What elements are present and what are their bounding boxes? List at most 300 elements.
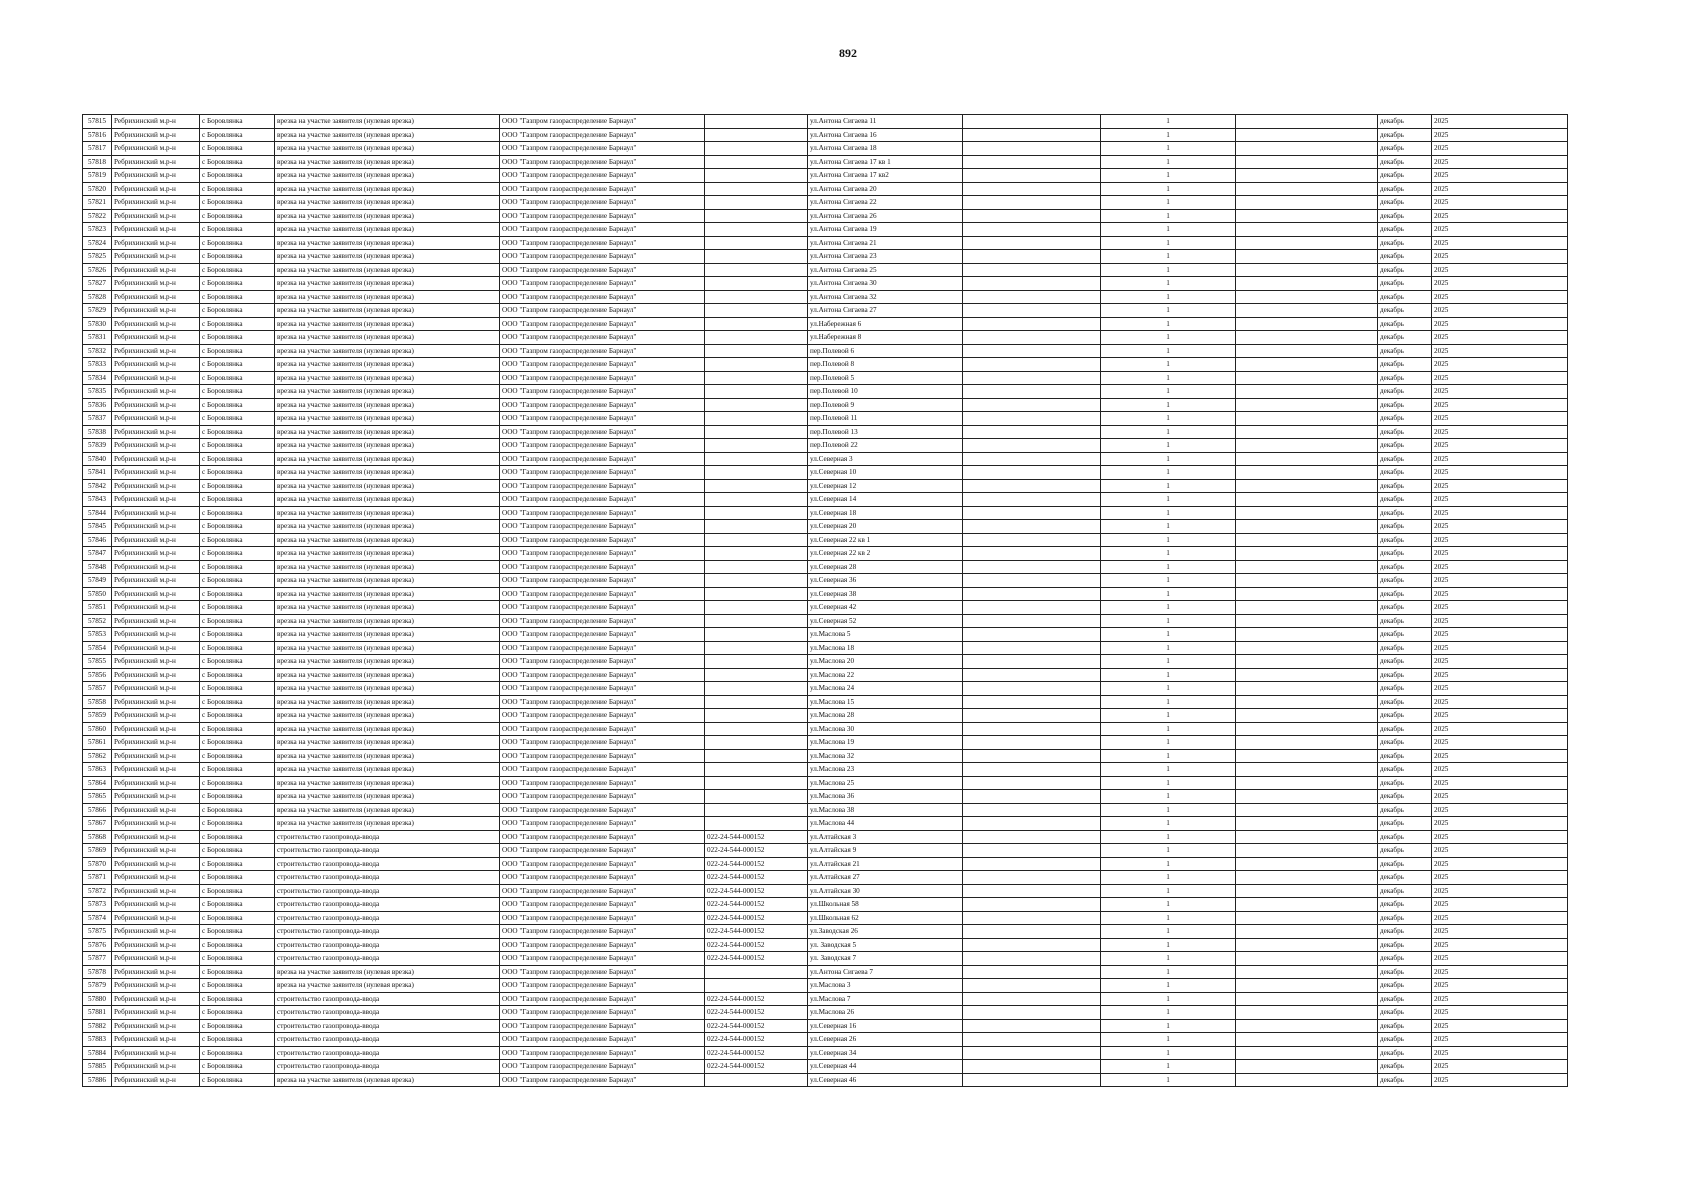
cell-operator: ООО "Газпром газораспределение Барнаул": [500, 223, 705, 237]
cell-operator: ООО "Газпром газораспределение Барнаул": [500, 425, 705, 439]
cell-num: 57868: [83, 830, 112, 844]
cell-permit: [705, 722, 808, 736]
cell-blank2: [1236, 655, 1378, 669]
cell-district: Ребрихинский м.р-н: [112, 1046, 200, 1060]
cell-quantity: 1: [1101, 385, 1236, 399]
cell-address: ул.Антона Сигаева 20: [808, 182, 963, 196]
cell-num: 57886: [83, 1073, 112, 1087]
registry-body: [83, 115, 1568, 1087]
cell-quantity: 1: [1101, 452, 1236, 466]
cell-address: пер.Полевой 6: [808, 344, 963, 358]
page-number: 892: [839, 46, 857, 60]
cell-blank1: [963, 965, 1101, 979]
cell-blank1: [963, 236, 1101, 250]
table-row: [83, 533, 1568, 547]
cell-locality: с Боровлянка: [200, 196, 275, 210]
cell-work-type: врезка на участке заявителя (нулевая врезка): [275, 115, 500, 129]
cell-blank2: [1236, 533, 1378, 547]
cell-district: Ребрихинский м.р-н: [112, 452, 200, 466]
table-row: [83, 1046, 1568, 1060]
cell-district: Ребрихинский м.р-н: [112, 857, 200, 871]
cell-year: 2025: [1432, 668, 1568, 682]
cell-quantity: 1: [1101, 790, 1236, 804]
cell-blank2: [1236, 884, 1378, 898]
cell-num: 57837: [83, 412, 112, 426]
cell-permit: [705, 317, 808, 331]
cell-permit: [705, 560, 808, 574]
cell-num: 57817: [83, 142, 112, 156]
cell-permit: [705, 182, 808, 196]
cell-year: 2025: [1432, 358, 1568, 372]
cell-locality: с Боровлянка: [200, 250, 275, 264]
cell-month: декабрь: [1378, 520, 1432, 534]
cell-operator: ООО "Газпром газораспределение Барнаул": [500, 776, 705, 790]
cell-locality: с Боровлянка: [200, 452, 275, 466]
cell-num: 57821: [83, 196, 112, 210]
cell-blank1: [963, 209, 1101, 223]
cell-month: декабрь: [1378, 722, 1432, 736]
table-row: [83, 250, 1568, 264]
cell-locality: с Боровлянка: [200, 1046, 275, 1060]
cell-num: 57847: [83, 547, 112, 561]
table-row: [83, 182, 1568, 196]
cell-address: ул.Школьная 62: [808, 911, 963, 925]
cell-district: Ребрихинский м.р-н: [112, 574, 200, 588]
cell-work-type: врезка на участке заявителя (нулевая врезка): [275, 412, 500, 426]
cell-blank1: [963, 992, 1101, 1006]
cell-num: 57856: [83, 668, 112, 682]
cell-permit: [705, 385, 808, 399]
cell-blank2: [1236, 304, 1378, 318]
cell-locality: с Боровлянка: [200, 439, 275, 453]
cell-quantity: 1: [1101, 479, 1236, 493]
cell-work-type: врезка на участке заявителя (нулевая врезка): [275, 817, 500, 831]
cell-month: декабрь: [1378, 992, 1432, 1006]
cell-quantity: 1: [1101, 398, 1236, 412]
cell-work-type: врезка на участке заявителя (нулевая врезка): [275, 182, 500, 196]
cell-blank1: [963, 344, 1101, 358]
cell-locality: с Боровлянка: [200, 749, 275, 763]
cell-num: 57883: [83, 1033, 112, 1047]
cell-district: Ребрихинский м.р-н: [112, 250, 200, 264]
cell-num: 57871: [83, 871, 112, 885]
cell-blank1: [963, 749, 1101, 763]
cell-work-type: врезка на участке заявителя (нулевая врезка): [275, 493, 500, 507]
cell-num: 57839: [83, 439, 112, 453]
cell-work-type: врезка на участке заявителя (нулевая врезка): [275, 169, 500, 183]
table-row: [83, 452, 1568, 466]
cell-month: декабрь: [1378, 479, 1432, 493]
cell-num: 57861: [83, 736, 112, 750]
cell-year: 2025: [1432, 628, 1568, 642]
cell-work-type: врезка на участке заявителя (нулевая врезка): [275, 277, 500, 291]
cell-year: 2025: [1432, 412, 1568, 426]
cell-month: декабрь: [1378, 452, 1432, 466]
cell-district: Ребрихинский м.р-н: [112, 439, 200, 453]
cell-blank2: [1236, 587, 1378, 601]
cell-district: Ребрихинский м.р-н: [112, 317, 200, 331]
cell-num: 57849: [83, 574, 112, 588]
cell-blank2: [1236, 182, 1378, 196]
cell-quantity: 1: [1101, 520, 1236, 534]
cell-num: 57878: [83, 965, 112, 979]
cell-locality: с Боровлянка: [200, 209, 275, 223]
cell-blank2: [1236, 506, 1378, 520]
cell-address: ул.Маслова 25: [808, 776, 963, 790]
cell-district: Ребрихинский м.р-н: [112, 425, 200, 439]
cell-address: ул.Северная 22 кв 1: [808, 533, 963, 547]
cell-work-type: врезка на участке заявителя (нулевая врезка): [275, 776, 500, 790]
table-row: [83, 560, 1568, 574]
cell-blank1: [963, 385, 1101, 399]
cell-district: Ребрихинский м.р-н: [112, 992, 200, 1006]
cell-permit: [705, 709, 808, 723]
cell-num: 57836: [83, 398, 112, 412]
cell-district: Ребрихинский м.р-н: [112, 709, 200, 723]
cell-quantity: 1: [1101, 466, 1236, 480]
cell-quantity: 1: [1101, 142, 1236, 156]
cell-operator: ООО "Газпром газораспределение Барнаул": [500, 236, 705, 250]
cell-blank2: [1236, 790, 1378, 804]
cell-num: 57833: [83, 358, 112, 372]
cell-year: 2025: [1432, 439, 1568, 453]
cell-district: Ребрихинский м.р-н: [112, 668, 200, 682]
table-row: [83, 695, 1568, 709]
cell-quantity: 1: [1101, 614, 1236, 628]
cell-year: 2025: [1432, 1006, 1568, 1020]
cell-month: декабрь: [1378, 763, 1432, 777]
cell-operator: ООО "Газпром газораспределение Барнаул": [500, 371, 705, 385]
cell-quantity: 1: [1101, 236, 1236, 250]
registry-table: [82, 114, 1568, 1087]
cell-blank1: [963, 506, 1101, 520]
cell-operator: ООО "Газпром газораспределение Барнаул": [500, 952, 705, 966]
cell-permit: [705, 263, 808, 277]
cell-blank2: [1236, 938, 1378, 952]
cell-quantity: 1: [1101, 371, 1236, 385]
cell-district: Ребрихинский м.р-н: [112, 1019, 200, 1033]
table-row: [83, 290, 1568, 304]
cell-month: декабрь: [1378, 803, 1432, 817]
cell-locality: с Боровлянка: [200, 412, 275, 426]
cell-blank2: [1236, 898, 1378, 912]
cell-num: 57862: [83, 749, 112, 763]
table-row: [83, 304, 1568, 318]
cell-blank1: [963, 479, 1101, 493]
cell-blank2: [1236, 763, 1378, 777]
cell-month: декабрь: [1378, 398, 1432, 412]
cell-address: ул.Северная 42: [808, 601, 963, 615]
cell-month: декабрь: [1378, 209, 1432, 223]
cell-quantity: 1: [1101, 263, 1236, 277]
cell-year: 2025: [1432, 763, 1568, 777]
cell-blank1: [963, 250, 1101, 264]
cell-permit: [705, 776, 808, 790]
cell-blank2: [1236, 803, 1378, 817]
table-row: [83, 682, 1568, 696]
table-row: [83, 722, 1568, 736]
cell-num: 57855: [83, 655, 112, 669]
cell-year: 2025: [1432, 209, 1568, 223]
cell-num: 57870: [83, 857, 112, 871]
cell-operator: ООО "Газпром газораспределение Барнаул": [500, 925, 705, 939]
cell-address: ул.Маслова 5: [808, 628, 963, 642]
cell-locality: с Боровлянка: [200, 938, 275, 952]
cell-quantity: 1: [1101, 979, 1236, 993]
cell-district: Ребрихинский м.р-н: [112, 695, 200, 709]
table-row: [83, 128, 1568, 142]
cell-blank2: [1236, 1006, 1378, 1020]
cell-work-type: врезка на участке заявителя (нулевая врезка): [275, 250, 500, 264]
cell-district: Ребрихинский м.р-н: [112, 398, 200, 412]
cell-permit: [705, 817, 808, 831]
cell-month: декабрь: [1378, 547, 1432, 561]
cell-blank1: [963, 358, 1101, 372]
cell-blank1: [963, 830, 1101, 844]
cell-district: Ребрихинский м.р-н: [112, 979, 200, 993]
cell-year: 2025: [1432, 1033, 1568, 1047]
cell-permit: 022-24-544-000152: [705, 1019, 808, 1033]
cell-permit: [705, 574, 808, 588]
cell-month: декабрь: [1378, 1019, 1432, 1033]
cell-blank1: [963, 1033, 1101, 1047]
cell-quantity: 1: [1101, 574, 1236, 588]
cell-year: 2025: [1432, 1060, 1568, 1074]
table-row: [83, 925, 1568, 939]
cell-year: 2025: [1432, 695, 1568, 709]
cell-month: декабрь: [1378, 925, 1432, 939]
cell-permit: 022-24-544-000152: [705, 938, 808, 952]
cell-locality: с Боровлянка: [200, 830, 275, 844]
cell-blank2: [1236, 682, 1378, 696]
cell-work-type: врезка на участке заявителя (нулевая врезка): [275, 803, 500, 817]
cell-permit: 022-24-544-000152: [705, 1006, 808, 1020]
cell-blank2: [1236, 857, 1378, 871]
cell-blank2: [1236, 871, 1378, 885]
cell-address: ул.Антона Сигаева 30: [808, 277, 963, 291]
cell-district: Ребрихинский м.р-н: [112, 223, 200, 237]
cell-work-type: строительство газопровода-ввода: [275, 857, 500, 871]
cell-blank2: [1236, 817, 1378, 831]
cell-blank2: [1236, 385, 1378, 399]
cell-address: пер.Полевой 9: [808, 398, 963, 412]
cell-num: 57826: [83, 263, 112, 277]
cell-operator: ООО "Газпром газораспределение Барнаул": [500, 898, 705, 912]
cell-locality: с Боровлянка: [200, 358, 275, 372]
table-row: [83, 817, 1568, 831]
cell-blank2: [1236, 209, 1378, 223]
cell-quantity: 1: [1101, 560, 1236, 574]
table-row: [83, 641, 1568, 655]
cell-district: Ребрихинский м.р-н: [112, 601, 200, 615]
cell-year: 2025: [1432, 128, 1568, 142]
cell-year: 2025: [1432, 844, 1568, 858]
cell-month: декабрь: [1378, 911, 1432, 925]
cell-blank1: [963, 304, 1101, 318]
cell-address: пер.Полевой 8: [808, 358, 963, 372]
cell-year: 2025: [1432, 304, 1568, 318]
cell-quantity: 1: [1101, 911, 1236, 925]
cell-operator: ООО "Газпром газораспределение Барнаул": [500, 655, 705, 669]
cell-work-type: врезка на участке заявителя (нулевая врезка): [275, 209, 500, 223]
cell-month: декабрь: [1378, 385, 1432, 399]
cell-year: 2025: [1432, 533, 1568, 547]
cell-blank1: [963, 371, 1101, 385]
cell-month: декабрь: [1378, 871, 1432, 885]
cell-work-type: строительство газопровода-ввода: [275, 844, 500, 858]
cell-operator: ООО "Газпром газораспределение Барнаул": [500, 560, 705, 574]
cell-year: 2025: [1432, 1046, 1568, 1060]
cell-blank1: [963, 466, 1101, 480]
cell-permit: 022-24-544-000152: [705, 884, 808, 898]
cell-num: 57824: [83, 236, 112, 250]
cell-year: 2025: [1432, 587, 1568, 601]
cell-num: 57864: [83, 776, 112, 790]
cell-work-type: строительство газопровода-ввода: [275, 884, 500, 898]
cell-operator: ООО "Газпром газораспределение Барнаул": [500, 479, 705, 493]
cell-operator: ООО "Газпром газораспределение Барнаул": [500, 1073, 705, 1087]
cell-blank2: [1236, 425, 1378, 439]
cell-address: ул.Антона Сигаева 26: [808, 209, 963, 223]
cell-district: Ребрихинский м.р-н: [112, 817, 200, 831]
cell-quantity: 1: [1101, 317, 1236, 331]
cell-district: Ребрихинский м.р-н: [112, 263, 200, 277]
cell-work-type: врезка на участке заявителя (нулевая врезка): [275, 749, 500, 763]
cell-permit: 022-24-544-000152: [705, 857, 808, 871]
table-row: [83, 115, 1568, 129]
table-row: [83, 574, 1568, 588]
cell-address: ул.Алтайская 9: [808, 844, 963, 858]
cell-num: 57854: [83, 641, 112, 655]
cell-operator: ООО "Газпром газораспределение Барнаул": [500, 803, 705, 817]
cell-locality: с Боровлянка: [200, 614, 275, 628]
cell-operator: ООО "Газпром газораспределение Барнаул": [500, 749, 705, 763]
cell-month: декабрь: [1378, 1033, 1432, 1047]
cell-permit: [705, 763, 808, 777]
cell-operator: ООО "Газпром газораспределение Барнаул": [500, 574, 705, 588]
cell-district: Ребрихинский м.р-н: [112, 965, 200, 979]
cell-permit: [705, 304, 808, 318]
cell-blank2: [1236, 736, 1378, 750]
cell-month: декабрь: [1378, 236, 1432, 250]
cell-permit: [705, 439, 808, 453]
cell-blank1: [963, 142, 1101, 156]
cell-address: ул.Маслова 20: [808, 655, 963, 669]
cell-work-type: врезка на участке заявителя (нулевая врезка): [275, 655, 500, 669]
cell-locality: с Боровлянка: [200, 398, 275, 412]
cell-blank2: [1236, 155, 1378, 169]
cell-month: декабрь: [1378, 358, 1432, 372]
cell-operator: ООО "Газпром газораспределение Барнаул": [500, 547, 705, 561]
cell-blank1: [963, 1073, 1101, 1087]
cell-work-type: строительство газопровода-ввода: [275, 1006, 500, 1020]
cell-blank2: [1236, 250, 1378, 264]
cell-quantity: 1: [1101, 290, 1236, 304]
cell-permit: [705, 250, 808, 264]
cell-blank2: [1236, 695, 1378, 709]
cell-year: 2025: [1432, 385, 1568, 399]
cell-blank2: [1236, 236, 1378, 250]
cell-locality: с Боровлянка: [200, 871, 275, 885]
cell-operator: ООО "Газпром газораспределение Барнаул": [500, 533, 705, 547]
cell-permit: [705, 965, 808, 979]
cell-year: 2025: [1432, 979, 1568, 993]
table-row: [83, 277, 1568, 291]
cell-permit: [705, 601, 808, 615]
cell-address: ул.Маслова 32: [808, 749, 963, 763]
cell-locality: с Боровлянка: [200, 331, 275, 345]
cell-locality: с Боровлянка: [200, 952, 275, 966]
cell-blank2: [1236, 749, 1378, 763]
cell-blank2: [1236, 479, 1378, 493]
cell-address: ул.Антона Сигаева 17 кв2: [808, 169, 963, 183]
cell-locality: с Боровлянка: [200, 1060, 275, 1074]
cell-blank1: [963, 574, 1101, 588]
cell-district: Ребрихинский м.р-н: [112, 479, 200, 493]
cell-quantity: 1: [1101, 1019, 1236, 1033]
cell-blank2: [1236, 398, 1378, 412]
cell-month: декабрь: [1378, 155, 1432, 169]
cell-locality: с Боровлянка: [200, 844, 275, 858]
cell-operator: ООО "Газпром газораспределение Барнаул": [500, 466, 705, 480]
cell-district: Ребрихинский м.р-н: [112, 128, 200, 142]
cell-address: ул.Антона Сигаева 27: [808, 304, 963, 318]
table-row: [83, 547, 1568, 561]
cell-blank2: [1236, 317, 1378, 331]
cell-quantity: 1: [1101, 169, 1236, 183]
cell-quantity: 1: [1101, 952, 1236, 966]
cell-work-type: врезка на участке заявителя (нулевая врезка): [275, 587, 500, 601]
cell-month: декабрь: [1378, 952, 1432, 966]
cell-locality: с Боровлянка: [200, 601, 275, 615]
cell-year: 2025: [1432, 911, 1568, 925]
cell-blank2: [1236, 115, 1378, 129]
cell-locality: с Боровлянка: [200, 668, 275, 682]
cell-blank2: [1236, 1073, 1378, 1087]
cell-address: ул.Алтайская 3: [808, 830, 963, 844]
cell-month: декабрь: [1378, 965, 1432, 979]
cell-num: 57865: [83, 790, 112, 804]
cell-year: 2025: [1432, 925, 1568, 939]
cell-district: Ребрихинский м.р-н: [112, 790, 200, 804]
cell-operator: ООО "Газпром газораспределение Барнаул": [500, 979, 705, 993]
table-row: [83, 1006, 1568, 1020]
cell-blank2: [1236, 722, 1378, 736]
cell-month: декабрь: [1378, 938, 1432, 952]
cell-month: декабрь: [1378, 817, 1432, 831]
cell-year: 2025: [1432, 560, 1568, 574]
cell-locality: с Боровлянка: [200, 803, 275, 817]
cell-locality: с Боровлянка: [200, 587, 275, 601]
cell-blank1: [963, 452, 1101, 466]
cell-year: 2025: [1432, 142, 1568, 156]
cell-quantity: 1: [1101, 533, 1236, 547]
cell-blank1: [963, 952, 1101, 966]
cell-district: Ребрихинский м.р-н: [112, 142, 200, 156]
cell-blank2: [1236, 452, 1378, 466]
table-row: [83, 196, 1568, 210]
cell-blank2: [1236, 263, 1378, 277]
table-row: [83, 938, 1568, 952]
table-row: [83, 709, 1568, 723]
cell-blank2: [1236, 614, 1378, 628]
cell-address: ул.Набережная 8: [808, 331, 963, 345]
cell-operator: ООО "Газпром газораспределение Барнаул": [500, 641, 705, 655]
cell-year: 2025: [1432, 290, 1568, 304]
cell-permit: [705, 533, 808, 547]
cell-permit: [705, 736, 808, 750]
cell-blank1: [963, 169, 1101, 183]
